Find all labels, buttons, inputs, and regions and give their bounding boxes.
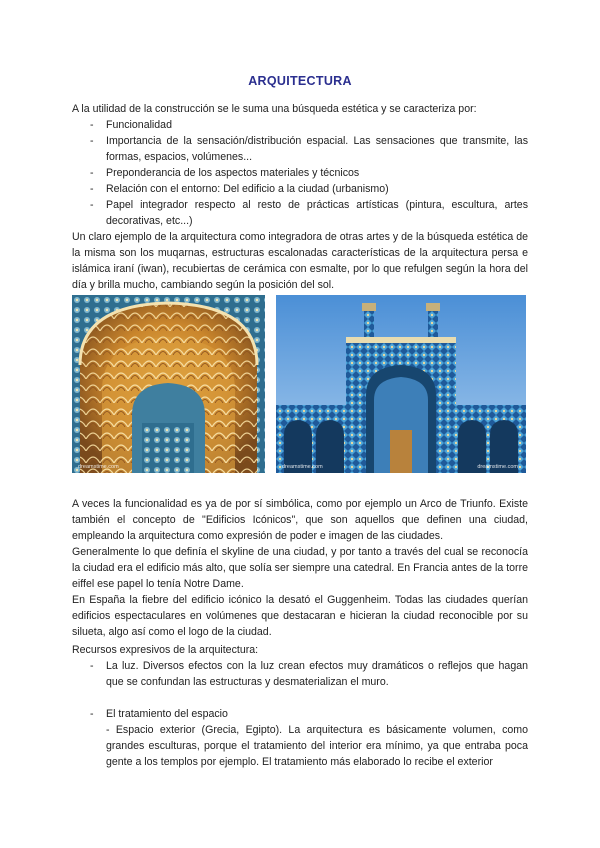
characteristics-list (72, 117, 528, 229)
watermark: dreamstime.com (78, 464, 119, 470)
paragraph-guggenheim: En España la fiebre del edificio icónico la desató el Guggenheim. Todas las ciudades querían edificios espectaculares en volúmenes que destacaran e hicieran la ciudad reconocible por su silueta, algo así como el logo de la ciudad. (72, 594, 528, 638)
mosque-image (276, 295, 526, 473)
sub-item-exterior-space: - Espacio exterior (Grecia, Egipto). La arquitectura es básicamente volumen, como grandes esculturas, porque el tratamiento del interior era mínimo, ya que entraba poca gente a los templos por ejemplo. El tratamiento más elaborado lo recibe el exterior (106, 724, 528, 768)
list-item: - Funcionalidad (72, 117, 528, 133)
paragraph-skyline: Generalmente lo que definía el skyline de una ciudad, y por tanto a través del cual se reconocía la ciudad era el edificio más alto, que solía ser siempre una catedral. En Francia antes de la torre eiffel ese papel lo tenía Notre Dame. (72, 546, 528, 590)
watermark: dreamstime.com (477, 464, 518, 470)
list-item: - La luz. Diversos efectos con la luz crean efectos muy dramáticos o reflejos que hagan que se confundan las estructuras y desmaterializan el muro. (72, 658, 528, 690)
list-item: - El tratamiento del espacio (72, 706, 528, 722)
page-title: ARQUITECTURA (248, 74, 352, 88)
list-item: - Importancia de la sensación/distribución espacial. Las sensaciones que transmite, las formas, espacios, volúmenes... (72, 133, 528, 165)
list-item: - Papel integrador respecto al resto de prácticas artísticas (pintura, escultura, artes decorativas, etc...) (72, 197, 528, 229)
list-item: - Relación con el entorno: Del edificio a la ciudad (urbanismo) (72, 181, 528, 197)
watermark: dreamstime.com (282, 464, 323, 470)
paragraph-icons: A veces la funcionalidad es ya de por sí simbólica, como por ejemplo un Arco de Triunfo. Existe también el concepto de "Edificios Icónicos", que son aquellos que definen una ciudad, empleando la arquitectura como expresión de poder e imagen de las ciudades. (72, 498, 528, 542)
resources-list (72, 658, 528, 690)
list-item: - Preponderancia de los aspectos materiales y técnicos (72, 165, 528, 181)
resources-heading: Recursos expresivos de la arquitectura: (72, 644, 259, 656)
resources-list-2 (72, 706, 528, 722)
intro-block (72, 101, 528, 293)
body-block (72, 496, 528, 640)
muqarnas-illustration (72, 295, 265, 473)
muqarnas-paragraph: Un claro ejemplo de la arquitectura como integradora de otras artes y de la búsqueda estética de la misma son los muqarnas, estructuras escalonadas características de la arquitectura persa e islámica iraní (iwan), recubiertas de cerámica con esmalte, por lo que refulgen según la hora del día y brilla mucho, cambiando según la posición del sol. (72, 231, 528, 291)
intro-text: A la utilidad de la construcción se le suma una búsqueda estética y se caracteriza por: (72, 103, 477, 115)
muqarnas-image (72, 295, 265, 473)
resources-block (72, 642, 528, 770)
mosque-illustration (276, 295, 526, 473)
